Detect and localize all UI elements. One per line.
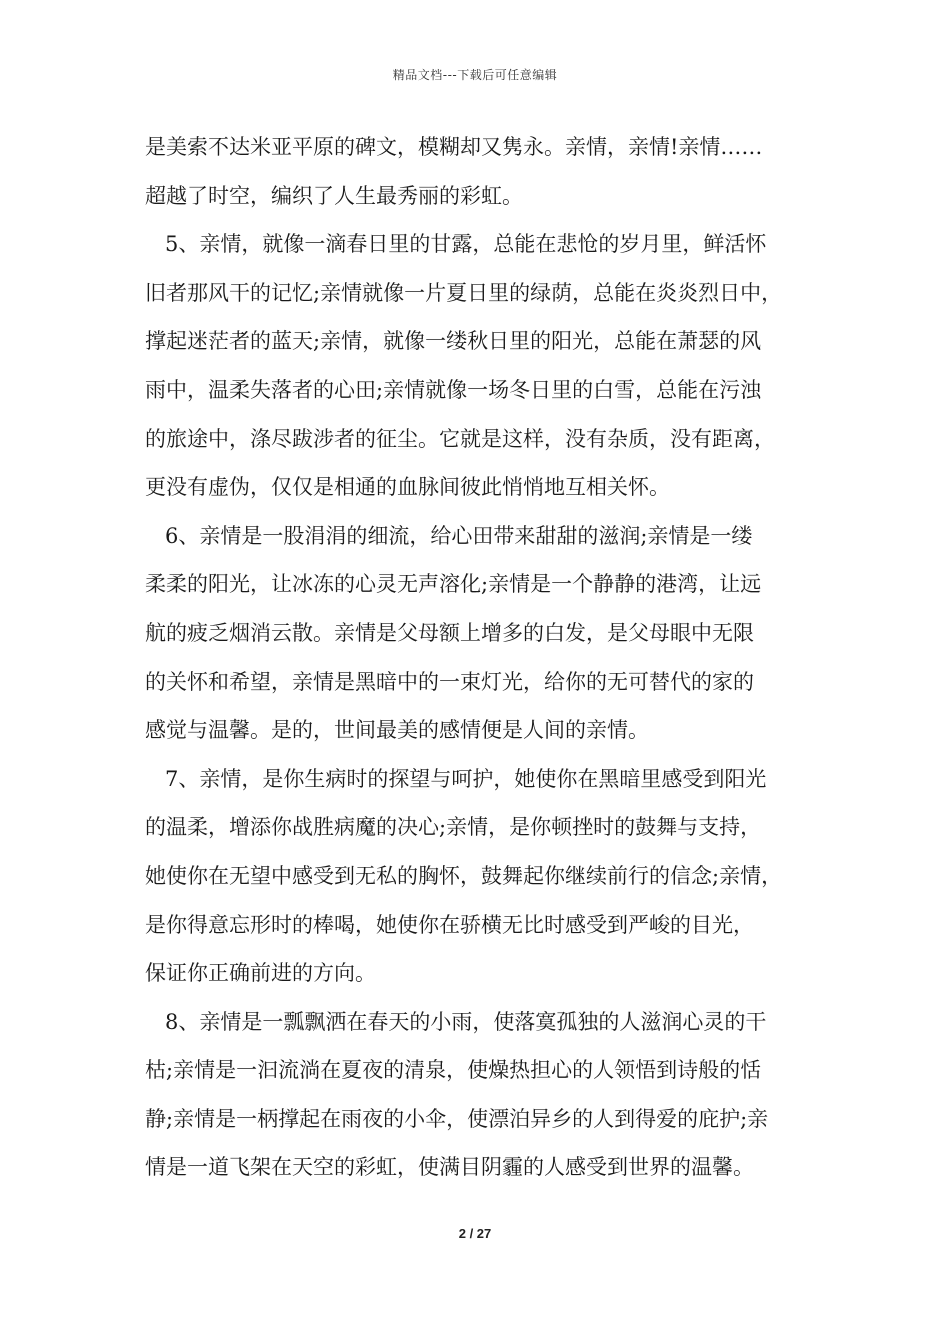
text-line: 撑起迷茫者的蓝天;亲情，就像一缕秋日里的阳光，总能在萧瑟的风 xyxy=(145,329,762,354)
text-line: 柔柔的阳光，让冰冻的心灵无声溶化;亲情是一个静静的港湾，让远 xyxy=(145,572,762,597)
paragraph-start-8: 8、亲情是一瓢飘洒在春天的小雨，使落寞孤独的人滋润心灵的干 xyxy=(165,1009,767,1034)
paragraph-start-5: 5、亲情，就像一滴春日里的甘露，总能在悲怆的岁月里，鲜活怀 xyxy=(165,232,767,257)
text-line: 静;亲情是一柄撑起在雨夜的小伞，使漂泊异乡的人到得爱的庇护;亲 xyxy=(145,1106,769,1131)
text-line: 旧者那风干的记忆;亲情就像一片夏日里的绿荫，总能在炎炎烈日中， xyxy=(145,280,783,305)
text-line: 保证你正确前进的方向。 xyxy=(145,961,376,986)
text-line: 感觉与温馨。是的，世间最美的感情便是人间的亲情。 xyxy=(145,718,649,743)
text-line: 雨中，温柔失落者的心田;亲情就像一场冬日里的白雪，总能在污浊 xyxy=(145,377,762,402)
page-number: 2 / 27 xyxy=(458,1226,492,1241)
text-line: 她使你在无望中感受到无私的胸怀，鼓舞起你继续前行的信念;亲情， xyxy=(145,863,783,888)
text-line: 是美索不达米亚平原的碑文，模糊却又隽永。亲情，亲情!亲情…… xyxy=(145,135,763,159)
paragraph-start-7: 7、亲情，是你生病时的探望与呵护，她使你在黑暗里感受到阳光 xyxy=(165,766,767,791)
paragraph-start-6: 6、亲情是一股涓涓的细流，给心田带来甜甜的滋润;亲情是一缕 xyxy=(165,523,753,548)
document-body xyxy=(145,123,825,1192)
text-line: 枯;亲情是一汩流淌在夏夜的清泉，使燥热担心的人领悟到诗般的恬 xyxy=(145,1058,762,1083)
text-line: 的旅途中，涤尽跋涉者的征尘。它就是这样，没有杂质，没有距离， xyxy=(145,426,775,451)
text-line: 航的疲乏烟消云散。亲情是父母额上增多的白发，是父母眼中无限 xyxy=(145,620,754,645)
page-header: 精品文档---下载后可任意编辑 xyxy=(392,68,558,82)
text-line: 是你得意忘形时的棒喝，她使你在骄横无比时感受到严峻的目光， xyxy=(145,912,754,937)
text-line: 情是一道飞架在天空的彩虹，使满目阴霾的人感受到世界的温馨。 xyxy=(145,1155,754,1180)
text-line: 超越了时空，编织了人生最秀丽的彩虹。 xyxy=(145,183,523,208)
text-line: 更没有虚伪，仅仅是相通的血脉间彼此悄悄地互相关怀。 xyxy=(145,475,670,500)
text-line: 的温柔，增添你战胜病魔的决心;亲情，是你顿挫时的鼓舞与支持， xyxy=(145,815,762,840)
text-line: 的关怀和希望，亲情是黑暗中的一束灯光，给你的无可替代的家的 xyxy=(145,669,754,694)
